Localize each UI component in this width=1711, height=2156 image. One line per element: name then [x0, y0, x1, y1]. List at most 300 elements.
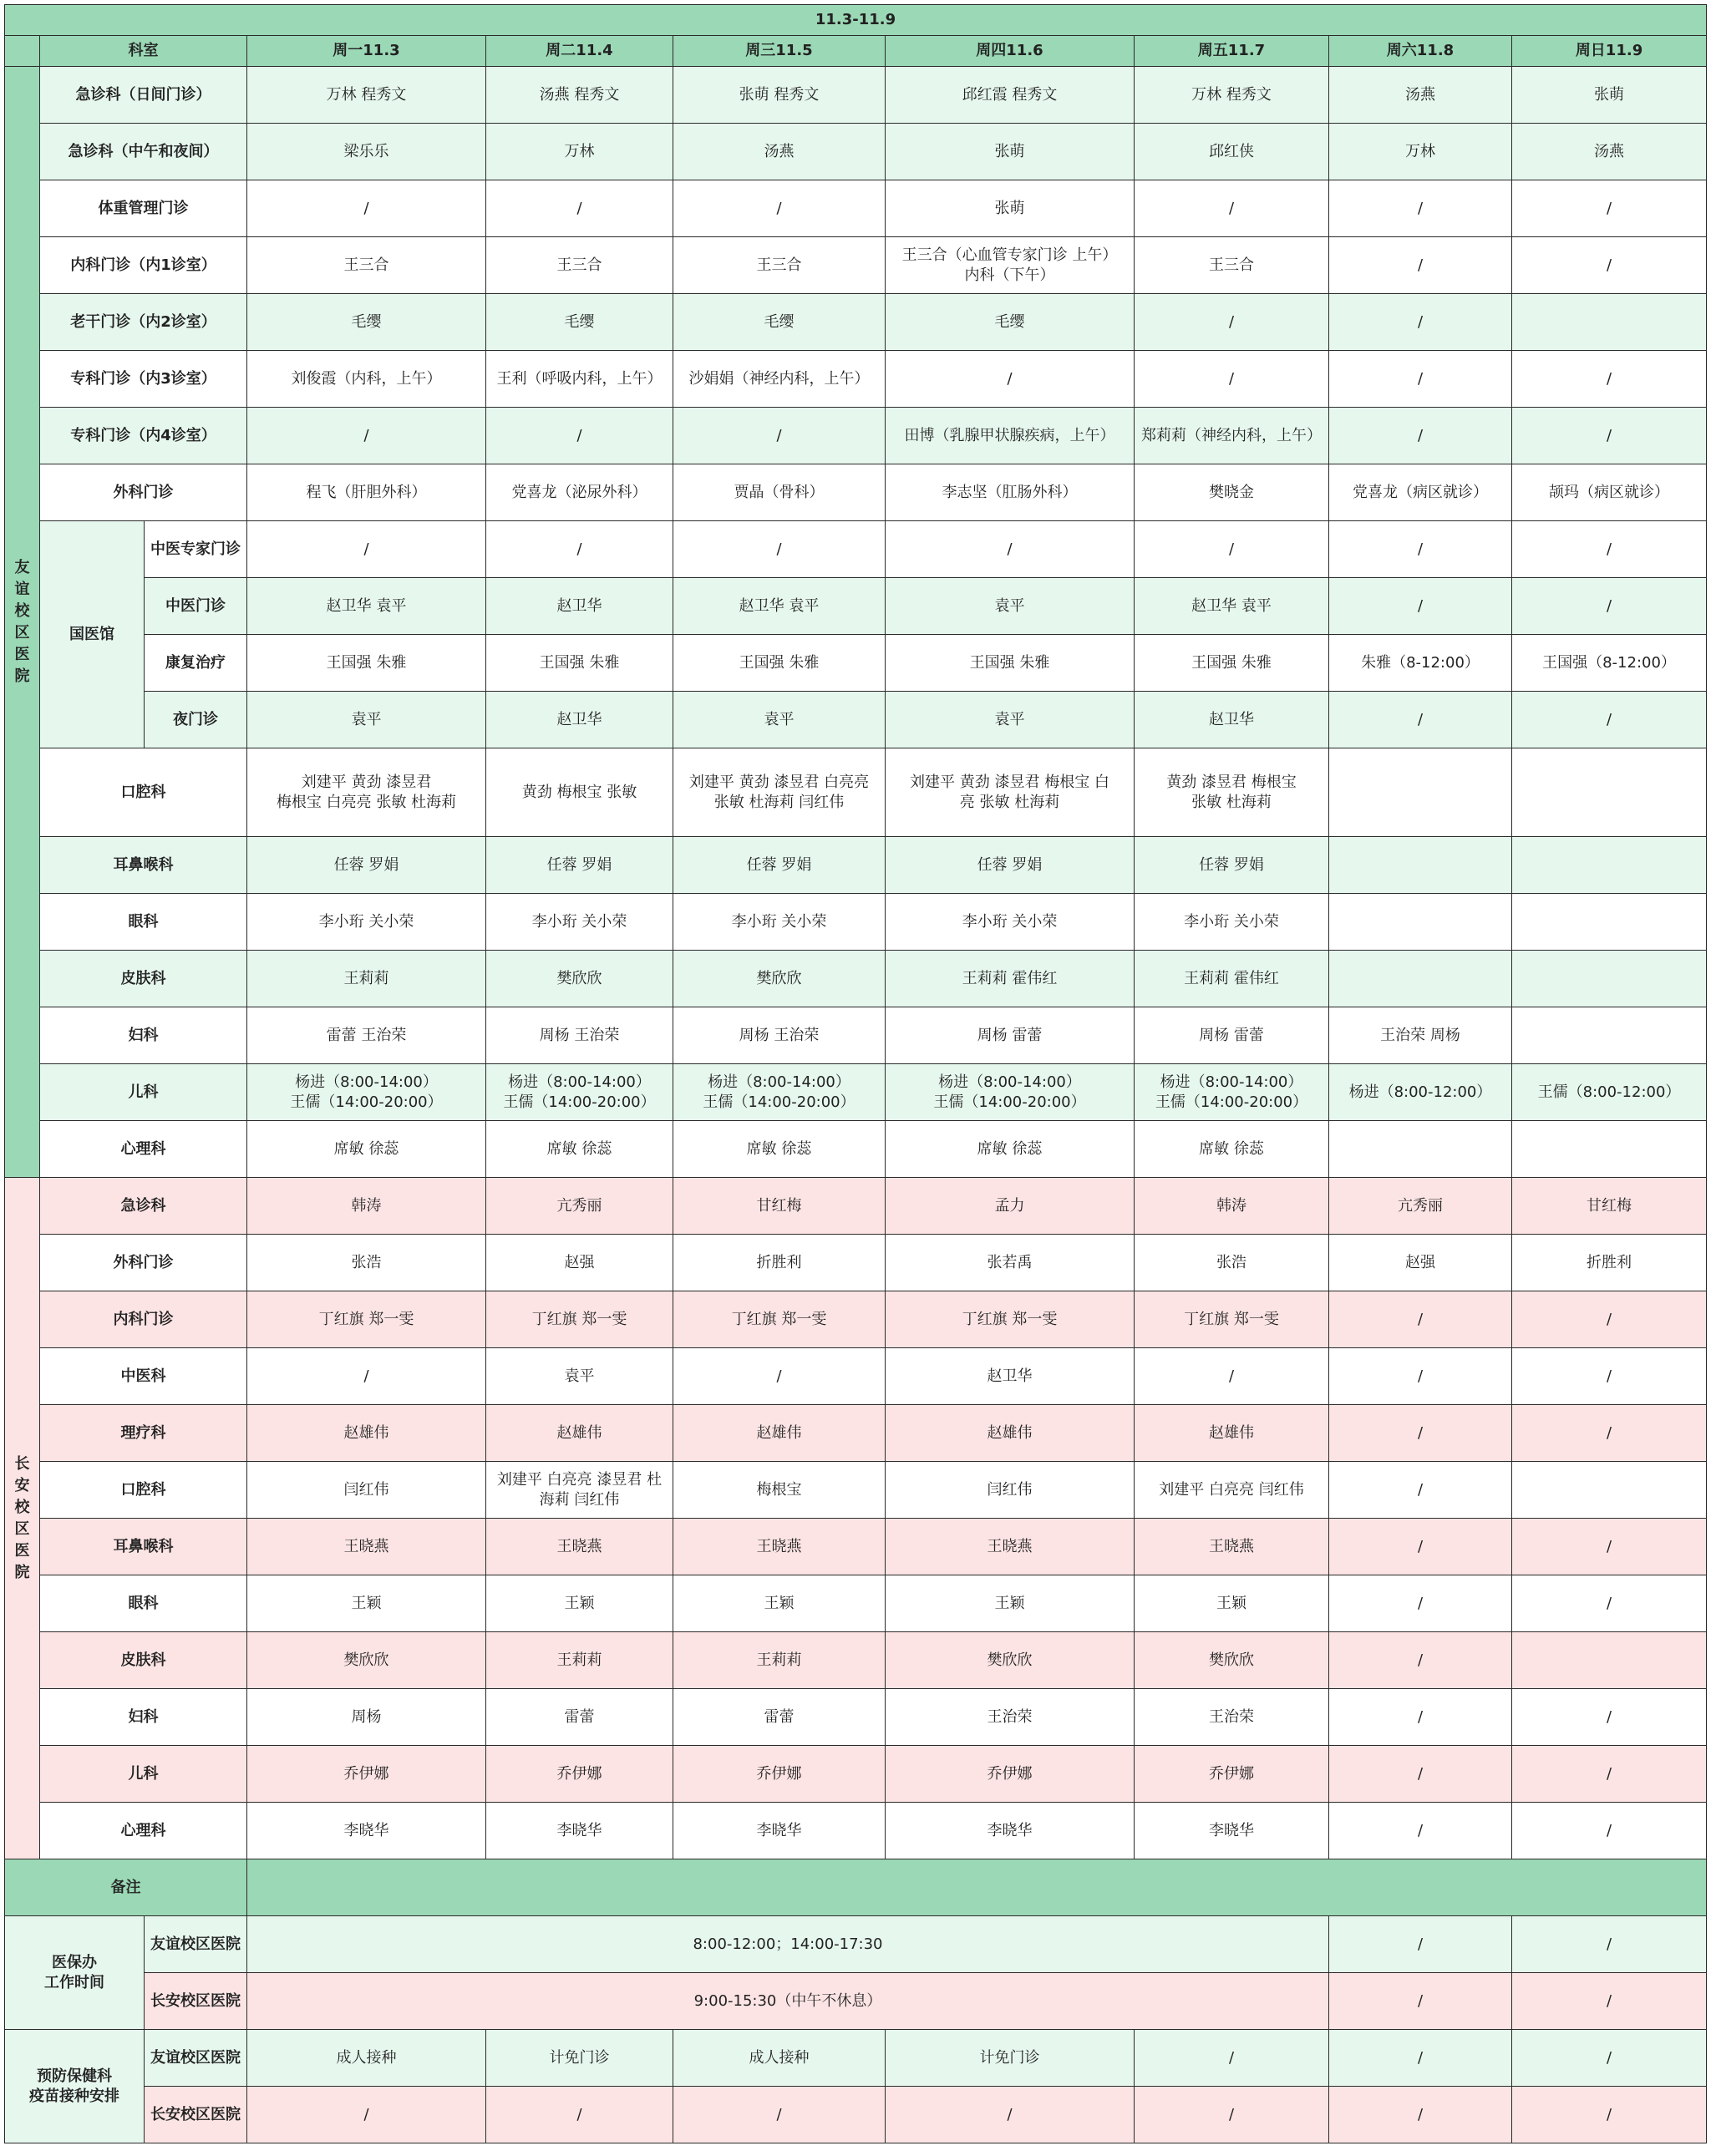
- duty-cell-sun: /: [1512, 408, 1707, 464]
- duty-cell-sun: [1512, 294, 1707, 351]
- dept-name: 眼科: [40, 894, 247, 951]
- duty-cell-sat: /: [1329, 1689, 1512, 1746]
- duty-cell-mon: 李小珩 关小荣: [247, 894, 486, 951]
- table-row: [5, 894, 1707, 951]
- duty-cell-sat: [1329, 748, 1512, 837]
- duty-cell-wed: 任蓉 罗娟: [673, 837, 886, 894]
- duty-cell-sat: /: [1329, 1405, 1512, 1462]
- duty-cell-sun: [1512, 1462, 1707, 1519]
- dept-name: 专科门诊（内4诊室）: [40, 408, 247, 464]
- duty-cell-mon: [247, 748, 486, 837]
- duty-cell-thu: 袁平: [886, 692, 1135, 748]
- vaccine-cell-mon: /: [247, 2087, 486, 2143]
- duty-cell-tue: 周杨 王治荣: [486, 1007, 673, 1064]
- campus-name: 友谊校区医院: [145, 1916, 247, 1973]
- duty-cell-wed: 李晓华: [673, 1803, 886, 1859]
- duty-cell-mon: 王晓燕: [247, 1519, 486, 1575]
- table-row: [5, 1519, 1707, 1575]
- duty-cell-fri: 王晓燕: [1135, 1519, 1329, 1575]
- duty-cell-tue: 任蓉 罗娟: [486, 837, 673, 894]
- duty-cell-fri: 李晓华: [1135, 1803, 1329, 1859]
- duty-cell-wed: 李小珩 关小荣: [673, 894, 886, 951]
- dept-name: 体重管理门诊: [40, 180, 247, 237]
- cell-line: 预防保健科: [37, 2067, 112, 2085]
- table-row: [5, 1007, 1707, 1064]
- cell-line: 王儒（14:00-20:00）: [503, 1093, 656, 1111]
- office-sun: /: [1512, 1973, 1707, 2030]
- duty-cell-sat: /: [1329, 1519, 1512, 1575]
- duty-cell-wed: 袁平: [673, 692, 886, 748]
- cell-line: 杨进（8:00-14:00）: [1160, 1073, 1303, 1091]
- duty-cell-wed: 张萌 程秀文: [673, 67, 886, 124]
- duty-cell-tue: 李晓华: [486, 1803, 673, 1859]
- duty-cell-thu: 王治荣: [886, 1689, 1135, 1746]
- duty-cell-fri: 王治荣: [1135, 1689, 1329, 1746]
- duty-cell-tue: 李小珩 关小荣: [486, 894, 673, 951]
- duty-cell-thu: 席敏 徐蕊: [886, 1121, 1135, 1178]
- duty-cell-sat: 汤燕: [1329, 67, 1512, 124]
- duty-cell-fri: /: [1135, 180, 1329, 237]
- duty-cell-sat: /: [1329, 521, 1512, 578]
- duty-cell-fri: 赵卫华: [1135, 692, 1329, 748]
- duty-cell-tue: /: [486, 180, 673, 237]
- day-header-thu: 周四11.6: [886, 36, 1135, 67]
- duty-cell-wed: 梅根宝: [673, 1462, 886, 1519]
- duty-cell-tue: 赵卫华: [486, 578, 673, 635]
- cell-line: 刘建平 黄劲 漆昱君: [301, 773, 432, 791]
- cell-line: 医保办: [52, 1953, 97, 1971]
- duty-cell-sat: [1329, 951, 1512, 1007]
- table-row: [5, 1178, 1707, 1235]
- vaccine-cell-fri: /: [1135, 2087, 1329, 2143]
- table-row: [5, 1689, 1707, 1746]
- duty-cell-wed: 贾晶（骨科）: [673, 464, 886, 521]
- cell-line: 杨进（8:00-14:00）: [938, 1073, 1081, 1091]
- table-row: [5, 837, 1707, 894]
- duty-cell-thu: 张萌: [886, 180, 1135, 237]
- duty-cell-tue: 王晓燕: [486, 1519, 673, 1575]
- duty-cell-wed: 王晓燕: [673, 1519, 886, 1575]
- table-row: [5, 408, 1707, 464]
- duty-cell-thu: 李志坚（肛肠外科）: [886, 464, 1135, 521]
- duty-cell-mon: 韩涛: [247, 1178, 486, 1235]
- duty-cell-wed: 席敏 徐蕊: [673, 1121, 886, 1178]
- dept-name: 儿科: [40, 1746, 247, 1803]
- duty-cell-mon: 乔伊娜: [247, 1746, 486, 1803]
- duty-cell-wed: 樊欣欣: [673, 951, 886, 1007]
- duty-cell-tue: 王国强 朱雅: [486, 635, 673, 692]
- table-row: [5, 1348, 1707, 1405]
- duty-cell-tue: 汤燕 程秀文: [486, 67, 673, 124]
- duty-cell-sat: /: [1329, 1291, 1512, 1348]
- duty-cell-fri: 樊欣欣: [1135, 1632, 1329, 1689]
- table-row: [5, 1973, 1707, 2030]
- dept-name: 专科门诊（内3诊室）: [40, 351, 247, 408]
- schedule-body: [5, 5, 1707, 2143]
- table-row: [5, 124, 1707, 180]
- dept-name: 眼科: [40, 1575, 247, 1632]
- duty-cell-sun: [1512, 1007, 1707, 1064]
- duty-cell-sun: [1512, 951, 1707, 1007]
- duty-cell-fri: 王国强 朱雅: [1135, 635, 1329, 692]
- duty-cell-sat: /: [1329, 351, 1512, 408]
- duty-cell-wed: /: [673, 408, 886, 464]
- campus-name: 长安校区医院: [145, 1973, 247, 2030]
- duty-cell-fri: 万林 程秀文: [1135, 67, 1329, 124]
- table-row: [5, 351, 1707, 408]
- duty-cell-mon: 袁平: [247, 692, 486, 748]
- table-row: [5, 464, 1707, 521]
- sub-dept-name: 中医门诊: [145, 578, 247, 635]
- duty-cell-tue: 万林: [486, 124, 673, 180]
- duty-cell-wed: 沙娟娟（神经内科，上午）: [673, 351, 886, 408]
- duty-cell-sun: 颉玛（病区就诊）: [1512, 464, 1707, 521]
- duty-cell-sun: [1512, 1632, 1707, 1689]
- duty-cell-tue: 毛缨: [486, 294, 673, 351]
- dept-name: 心理科: [40, 1803, 247, 1859]
- duty-cell-mon: /: [247, 521, 486, 578]
- dept-name: 皮肤科: [40, 1632, 247, 1689]
- duty-cell-wed: 雷蕾: [673, 1689, 886, 1746]
- table-row: [5, 67, 1707, 124]
- duty-cell-sun: /: [1512, 1803, 1707, 1859]
- cell-line: 疫苗接种安排: [29, 2087, 119, 2105]
- cell-line: 黄劲 漆昱君 梅根宝: [1166, 773, 1297, 791]
- duty-cell-mon: 王国强 朱雅: [247, 635, 486, 692]
- cell-line: 王儒（14:00-20:00）: [703, 1093, 856, 1111]
- duty-cell-mon: [247, 1064, 486, 1121]
- duty-cell-thu: [886, 237, 1135, 294]
- duty-cell-sat: 党喜龙（病区就诊）: [1329, 464, 1512, 521]
- sub-dept-name: 夜门诊: [145, 692, 247, 748]
- duty-cell-thu: 张萌: [886, 124, 1135, 180]
- duty-cell-tue: 王利（呼吸内科，上午）: [486, 351, 673, 408]
- vaccine-cell-sun: /: [1512, 2087, 1707, 2143]
- duty-cell-sun: 张萌: [1512, 67, 1707, 124]
- duty-cell-tue: /: [486, 521, 673, 578]
- duty-cell-sat: 朱雅（8-12:00）: [1329, 635, 1512, 692]
- day-header-sat: 周六11.8: [1329, 36, 1512, 67]
- duty-cell-thu: 乔伊娜: [886, 1746, 1135, 1803]
- office-hours: 9:00-15:30（中午不休息）: [247, 1973, 1329, 2030]
- cell-line: 刘建平 白亮亮 漆昱君 杜: [496, 1470, 663, 1489]
- duty-cell-tue: 王颖: [486, 1575, 673, 1632]
- table-row: [5, 180, 1707, 237]
- dept-name: 急诊科（中午和夜间）: [40, 124, 247, 180]
- duty-cell-thu: 王颖: [886, 1575, 1135, 1632]
- remarks-label: 备注: [5, 1859, 247, 1916]
- duty-cell-thu: 张若禹: [886, 1235, 1135, 1291]
- campus-name: 长安校区医院: [145, 2087, 247, 2143]
- duty-cell-thu: 赵卫华: [886, 1348, 1135, 1405]
- duty-cell-sun: /: [1512, 1405, 1707, 1462]
- sub-dept-name: 中医专家门诊: [145, 521, 247, 578]
- duty-cell-mon: 席敏 徐蕊: [247, 1121, 486, 1178]
- duty-cell-wed: 王国强 朱雅: [673, 635, 886, 692]
- dept-name: 耳鼻喉科: [40, 1519, 247, 1575]
- duty-cell-thu: /: [886, 351, 1135, 408]
- duty-cell-wed: 王三合: [673, 237, 886, 294]
- duty-cell-sat: /: [1329, 578, 1512, 635]
- cell-line: 杨进（8:00-14:00）: [508, 1073, 651, 1091]
- duty-cell-thu: 闫红伟: [886, 1462, 1135, 1519]
- vaccination-label: [5, 2030, 145, 2143]
- duty-cell-sat: 杨进（8:00-12:00）: [1329, 1064, 1512, 1121]
- week-title: 11.3-11.9: [5, 5, 1707, 36]
- duty-cell-fri: 樊晓金: [1135, 464, 1329, 521]
- duty-cell-fri: 王莉莉 霍伟红: [1135, 951, 1329, 1007]
- dept-name: 耳鼻喉科: [40, 837, 247, 894]
- duty-cell-wed: 王颖: [673, 1575, 886, 1632]
- dept-name: 中医科: [40, 1348, 247, 1405]
- table-row: [5, 1462, 1707, 1519]
- cell-line: 王三合（心血管专家门诊 上午）: [901, 246, 1118, 264]
- duty-cell-tue: [486, 1064, 673, 1121]
- duty-cell-fri: /: [1135, 521, 1329, 578]
- duty-cell-fri: 丁红旗 郑一雯: [1135, 1291, 1329, 1348]
- campus-youyi-label: [5, 67, 40, 1178]
- duty-cell-fri: 郑莉莉（神经内科，上午）: [1135, 408, 1329, 464]
- dept-name: 内科门诊（内1诊室）: [40, 237, 247, 294]
- schedule-wrapper: [4, 4, 1706, 2143]
- cell-line: 王儒（14:00-20:00）: [1155, 1093, 1308, 1111]
- duty-cell-sat: [1329, 837, 1512, 894]
- campus-name: 友谊校区医院: [145, 2030, 247, 2087]
- day-header-wed: 周三11.5: [673, 36, 886, 67]
- vaccine-cell-wed: /: [673, 2087, 886, 2143]
- duty-cell-wed: 毛缨: [673, 294, 886, 351]
- duty-cell-thu: 毛缨: [886, 294, 1135, 351]
- duty-cell-thu: 赵雄伟: [886, 1405, 1135, 1462]
- vaccine-cell-sat: /: [1329, 2087, 1512, 2143]
- dept-name: 心理科: [40, 1121, 247, 1178]
- duty-cell-sun: /: [1512, 1746, 1707, 1803]
- duty-cell-sat: /: [1329, 408, 1512, 464]
- duty-cell-sun: 汤燕: [1512, 124, 1707, 180]
- cell-line: 杨进（8:00-14:00）: [295, 1073, 438, 1091]
- duty-cell-sat: /: [1329, 294, 1512, 351]
- sub-dept-name: 康复治疗: [145, 635, 247, 692]
- table-row: [5, 748, 1707, 837]
- duty-cell-thu: 任蓉 罗娟: [886, 837, 1135, 894]
- duty-cell-mon: 周杨: [247, 1689, 486, 1746]
- duty-cell-fri: 任蓉 罗娟: [1135, 837, 1329, 894]
- duty-cell-mon: 赵卫华 袁平: [247, 578, 486, 635]
- dept-name: 妇科: [40, 1689, 247, 1746]
- duty-cell-tue: /: [486, 408, 673, 464]
- duty-cell-sun: [1512, 1121, 1707, 1178]
- table-row: [5, 635, 1707, 692]
- duty-cell-fri: 韩涛: [1135, 1178, 1329, 1235]
- duty-cell-sat: 万林: [1329, 124, 1512, 180]
- office-sat: /: [1329, 1916, 1512, 1973]
- duty-cell-mon: 雷蕾 王治荣: [247, 1007, 486, 1064]
- dept-name: 儿科: [40, 1064, 247, 1121]
- vaccine-cell-sun: /: [1512, 2030, 1707, 2087]
- duty-cell-sat: 王治荣 周杨: [1329, 1007, 1512, 1064]
- duty-cell-sun: /: [1512, 578, 1707, 635]
- duty-cell-thu: 樊欣欣: [886, 1632, 1135, 1689]
- duty-cell-sat: 亢秀丽: [1329, 1178, 1512, 1235]
- duty-cell-thu: 王国强 朱雅: [886, 635, 1135, 692]
- table-row: [5, 1121, 1707, 1178]
- duty-cell-sat: /: [1329, 1746, 1512, 1803]
- table-row: [5, 1405, 1707, 1462]
- dept-name: 急诊科: [40, 1178, 247, 1235]
- duty-cell-sat: /: [1329, 692, 1512, 748]
- duty-cell-wed: 赵卫华 袁平: [673, 578, 886, 635]
- table-row: [5, 1064, 1707, 1121]
- duty-cell-mon: 赵雄伟: [247, 1405, 486, 1462]
- office-sun: /: [1512, 1916, 1707, 1973]
- table-row: [5, 692, 1707, 748]
- vaccine-cell-thu: 计免门诊: [886, 2030, 1135, 2087]
- duty-cell-sun: 王国强（8-12:00）: [1512, 635, 1707, 692]
- duty-cell-wed: 折胜利: [673, 1235, 886, 1291]
- duty-cell-sat: /: [1329, 237, 1512, 294]
- duty-cell-sat: /: [1329, 180, 1512, 237]
- duty-cell-sat: /: [1329, 1462, 1512, 1519]
- duty-cell-wed: /: [673, 1348, 886, 1405]
- duty-cell-fri: [1135, 1064, 1329, 1121]
- campus-changan-label-text: 长安校区医院: [14, 1454, 30, 1581]
- duty-cell-tue: [486, 1462, 673, 1519]
- duty-cell-sun: [1512, 748, 1707, 837]
- duty-cell-thu: 丁红旗 郑一雯: [886, 1291, 1135, 1348]
- duty-cell-mon: 万林 程秀文: [247, 67, 486, 124]
- duty-cell-fri: /: [1135, 351, 1329, 408]
- dept-name: 理疗科: [40, 1405, 247, 1462]
- dept-name: 皮肤科: [40, 951, 247, 1007]
- vaccine-cell-fri: /: [1135, 2030, 1329, 2087]
- duty-cell-tue: 樊欣欣: [486, 951, 673, 1007]
- table-row: [5, 578, 1707, 635]
- duty-cell-fri: 王颖: [1135, 1575, 1329, 1632]
- duty-cell-thu: /: [886, 521, 1135, 578]
- duty-cell-wed: [673, 1064, 886, 1121]
- duty-cell-thu: [886, 1064, 1135, 1121]
- vaccine-cell-thu: /: [886, 2087, 1135, 2143]
- duty-cell-tue: 丁红旗 郑一雯: [486, 1291, 673, 1348]
- table-row: [5, 521, 1707, 578]
- cell-line: 张敏 杜海莉: [1191, 793, 1272, 811]
- duty-cell-thu: 李晓华: [886, 1803, 1135, 1859]
- duty-cell-thu: 田博（乳腺甲状腺疾病，上午）: [886, 408, 1135, 464]
- duty-cell-thu: 王晓燕: [886, 1519, 1135, 1575]
- cell-line: 张敏 杜海莉 闫红伟: [713, 793, 845, 811]
- duty-cell-sat: /: [1329, 1348, 1512, 1405]
- office-hours: 8:00-12:00；14:00-17:30: [247, 1916, 1329, 1973]
- cell-line: 王儒（14:00-20:00）: [933, 1093, 1086, 1111]
- table-row: [5, 951, 1707, 1007]
- duty-cell-tue: 席敏 徐蕊: [486, 1121, 673, 1178]
- table-row: [5, 2030, 1707, 2087]
- table-row: [5, 237, 1707, 294]
- duty-cell-sun: /: [1512, 1291, 1707, 1348]
- duty-cell-sat: /: [1329, 1803, 1512, 1859]
- duty-schedule-table: [4, 4, 1707, 2143]
- duty-cell-sun: /: [1512, 1348, 1707, 1405]
- duty-cell-tue: 党喜龙（泌尿外科）: [486, 464, 673, 521]
- insurance-office-label: [5, 1916, 145, 2030]
- duty-cell-mon: 王颖: [247, 1575, 486, 1632]
- dept-name: 外科门诊: [40, 1235, 247, 1291]
- duty-cell-fri: 李小珩 关小荣: [1135, 894, 1329, 951]
- duty-cell-tue: 乔伊娜: [486, 1746, 673, 1803]
- duty-cell-sun: /: [1512, 521, 1707, 578]
- duty-cell-wed: 周杨 王治荣: [673, 1007, 886, 1064]
- table-row: [5, 2087, 1707, 2143]
- duty-cell-thu: 邱红霞 程秀文: [886, 67, 1135, 124]
- duty-cell-tue: 赵雄伟: [486, 1405, 673, 1462]
- cell-line: 刘建平 黄劲 漆昱君 梅根宝 白: [910, 773, 1109, 791]
- duty-cell-mon: 樊欣欣: [247, 1632, 486, 1689]
- duty-cell-wed: 赵雄伟: [673, 1405, 886, 1462]
- table-row: [5, 1746, 1707, 1803]
- duty-cell-fri: 赵雄伟: [1135, 1405, 1329, 1462]
- duty-cell-sun: /: [1512, 180, 1707, 237]
- day-header-tue: 周二11.4: [486, 36, 673, 67]
- tcm-group-label: 国医馆: [40, 521, 145, 748]
- duty-cell-sun: /: [1512, 351, 1707, 408]
- duty-cell-sat: /: [1329, 1632, 1512, 1689]
- cell-line: 亮 张敏 杜海莉: [959, 793, 1060, 811]
- cell-line: 海莉 闫红伟: [539, 1490, 620, 1509]
- vaccine-cell-sat: /: [1329, 2030, 1512, 2087]
- duty-cell-sun: /: [1512, 1689, 1707, 1746]
- table-row: [5, 1632, 1707, 1689]
- duty-cell-sat: [1329, 894, 1512, 951]
- duty-cell-thu: 王莉莉 霍伟红: [886, 951, 1135, 1007]
- duty-cell-sat: 赵强: [1329, 1235, 1512, 1291]
- table-row: [5, 1235, 1707, 1291]
- campus-youyi-label-text: 友谊校区医院: [14, 558, 30, 685]
- vaccine-cell-mon: 成人接种: [247, 2030, 486, 2087]
- duty-cell-tue: 黄劲 梅根宝 张敏: [486, 748, 673, 837]
- dept-name: 老干门诊（内2诊室）: [40, 294, 247, 351]
- duty-cell-fri: /: [1135, 1348, 1329, 1405]
- duty-cell-sun: 折胜利: [1512, 1235, 1707, 1291]
- duty-cell-tue: 袁平: [486, 1348, 673, 1405]
- duty-cell-mon: 刘俊霞（内科，上午）: [247, 351, 486, 408]
- duty-cell-mon: 程飞（肝胆外科）: [247, 464, 486, 521]
- cell-line: 梅根宝 白亮亮 张敏 杜海莉: [276, 793, 457, 811]
- campus-changan-label: [5, 1178, 40, 1859]
- duty-cell-thu: 袁平: [886, 578, 1135, 635]
- day-header-mon: 周一11.3: [247, 36, 486, 67]
- dept-header: 科室: [40, 36, 247, 67]
- duty-cell-wed: 王莉莉: [673, 1632, 886, 1689]
- remarks-value: [247, 1859, 1707, 1916]
- vaccine-cell-tue: 计免门诊: [486, 2030, 673, 2087]
- duty-cell-fri: 席敏 徐蕊: [1135, 1121, 1329, 1178]
- dept-name: 妇科: [40, 1007, 247, 1064]
- duty-cell-sun: /: [1512, 1519, 1707, 1575]
- duty-cell-mon: 丁红旗 郑一雯: [247, 1291, 486, 1348]
- day-header-sun: 周日11.9: [1512, 36, 1707, 67]
- duty-cell-sun: [1512, 837, 1707, 894]
- duty-cell-mon: /: [247, 1348, 486, 1405]
- cell-line: 工作时间: [44, 1973, 104, 1991]
- duty-cell-tue: 赵强: [486, 1235, 673, 1291]
- duty-cell-sun: /: [1512, 1575, 1707, 1632]
- duty-cell-mon: 梁乐乐: [247, 124, 486, 180]
- duty-cell-fri: [1135, 748, 1329, 837]
- duty-cell-sat: /: [1329, 1575, 1512, 1632]
- duty-cell-thu: [886, 748, 1135, 837]
- table-row: [5, 1291, 1707, 1348]
- duty-cell-tue: 赵卫华: [486, 692, 673, 748]
